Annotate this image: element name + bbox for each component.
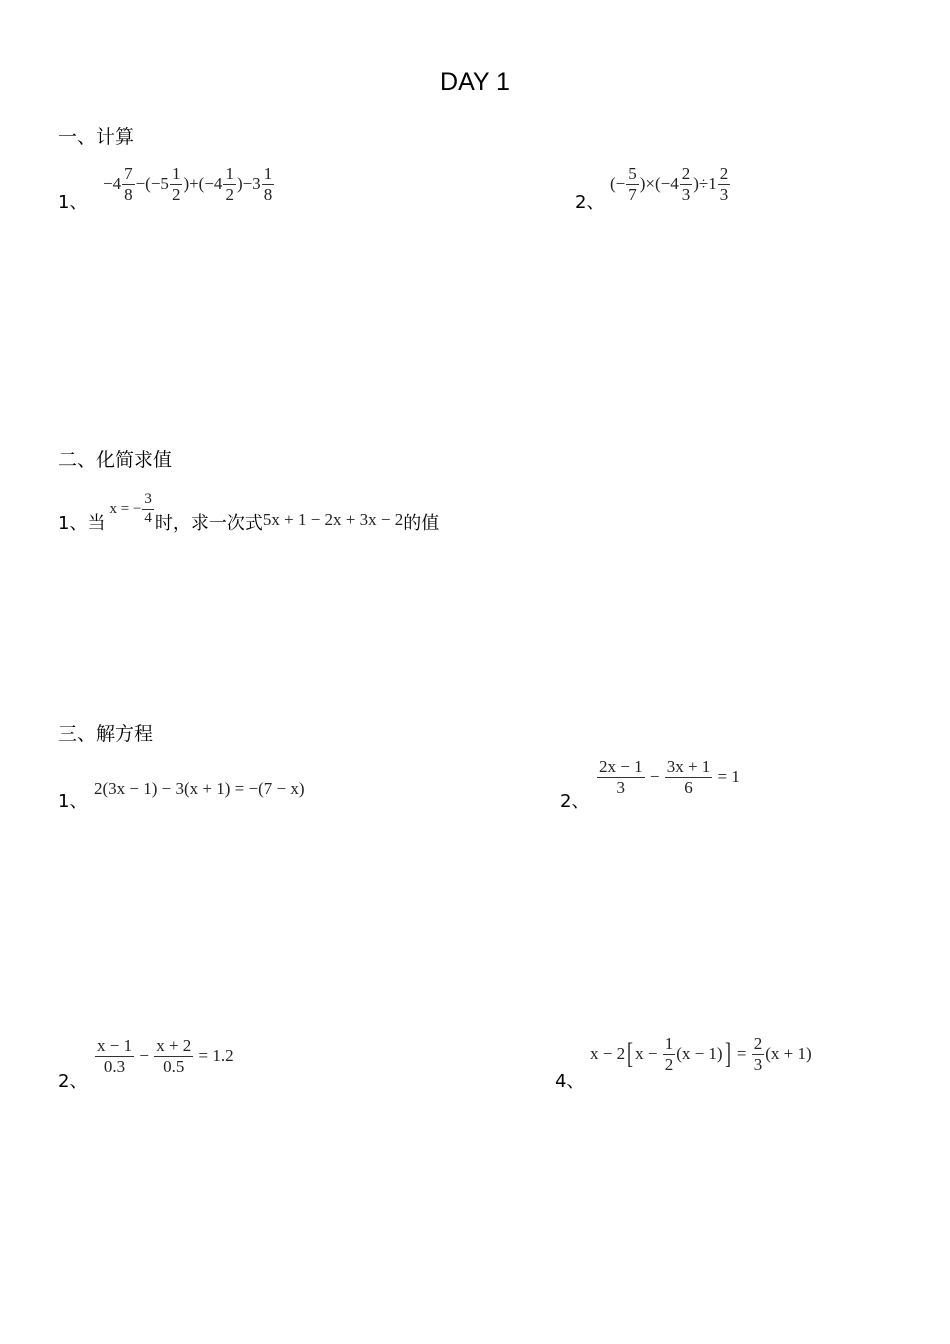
fraction: [142, 491, 154, 527]
denominator: 3: [719, 184, 729, 204]
numerator: 2: [753, 1034, 763, 1053]
numerator: 2: [719, 164, 729, 183]
math-text: x = −: [109, 500, 142, 517]
fraction: [223, 164, 236, 204]
formula: [103, 164, 275, 204]
problem-label: 1、: [58, 791, 88, 812]
fraction: [95, 1036, 134, 1076]
fraction: [752, 1034, 765, 1074]
bracket: [: [627, 1037, 634, 1071]
fraction: [665, 757, 713, 797]
denominator: 8: [124, 184, 133, 204]
fraction: [680, 164, 693, 204]
denominator: 2: [171, 184, 181, 204]
page-title: DAY 1: [440, 68, 510, 96]
fraction: [597, 757, 645, 797]
problem-text-pre: 当: [87, 513, 106, 534]
problem-label: 4、: [555, 1071, 585, 1092]
numerator: 3x + 1: [666, 757, 711, 776]
denominator: 0.5: [163, 1056, 185, 1076]
denominator: 2: [664, 1054, 674, 1074]
problem-label: 2、: [575, 192, 605, 213]
section-heading-simplify: 二、化简求值: [58, 449, 173, 471]
math-text: (x − 1): [676, 1044, 723, 1064]
fraction: [718, 164, 731, 204]
formula: [610, 164, 731, 204]
fraction: [262, 164, 275, 204]
denominator: 3: [753, 1054, 763, 1074]
section-heading-calculate: 一、计算: [58, 126, 135, 148]
numerator: 3: [142, 491, 154, 509]
fraction: [626, 164, 639, 204]
math-text: −: [645, 767, 664, 787]
problem-text-mid: 时，求一次式: [154, 513, 263, 534]
problem-label: 1、: [58, 513, 88, 534]
numerator: 7: [124, 164, 133, 183]
math-text: (−: [610, 174, 626, 194]
problem-text-post: 的值: [403, 513, 440, 534]
numerator: 5: [628, 164, 637, 183]
numerator: 1: [225, 164, 234, 183]
math-text: −4: [103, 174, 122, 194]
fraction: [122, 164, 135, 204]
numerator: x − 1: [97, 1036, 133, 1055]
math-text: x −: [635, 1044, 662, 1064]
formula: [109, 491, 154, 527]
denominator: 0.3: [103, 1056, 126, 1076]
math-text: x − 2: [590, 1044, 626, 1064]
numerator: 2x − 1: [599, 757, 643, 776]
numerator: 1: [171, 164, 181, 183]
numerator: 1: [664, 1034, 674, 1053]
math-text: (x + 1): [765, 1044, 812, 1064]
formula: [596, 757, 740, 797]
numerator: 1: [263, 164, 273, 183]
denominator: 3: [681, 184, 691, 204]
math-text: )+(−4: [183, 174, 223, 194]
math-text: )×(−4: [639, 174, 679, 194]
numerator: x + 2: [156, 1036, 192, 1055]
denominator: 7: [628, 184, 637, 204]
denominator: 3: [616, 777, 626, 797]
math-text: )−3: [236, 174, 261, 194]
expression: 5x + 1 − 2x + 3x − 2: [262, 510, 404, 529]
denominator: 6: [684, 777, 693, 797]
simplify-problem: [58, 483, 439, 535]
denominator: 2: [225, 184, 234, 204]
math-text: −(−5: [135, 174, 169, 194]
denominator: 4: [144, 509, 152, 526]
math-text: )÷1: [693, 174, 717, 194]
fraction: [663, 1034, 676, 1074]
problem-label: 1、: [58, 192, 88, 213]
fraction: [170, 164, 183, 204]
math-text: = 1: [713, 767, 740, 787]
problem-label: 2、: [58, 1071, 88, 1092]
math-text: = 1.2: [194, 1046, 234, 1066]
formula: [94, 1036, 234, 1076]
math-text: 2(3x − 1) − 3(x + 1) = −(7 − x): [94, 779, 305, 798]
problem-label: 2、: [560, 791, 590, 812]
math-text: =: [732, 1044, 751, 1064]
section-heading-equations: 三、解方程: [58, 723, 154, 745]
math-text: −: [135, 1046, 154, 1066]
fraction: [154, 1036, 193, 1076]
formula: [94, 779, 305, 799]
formula: [590, 1034, 812, 1074]
numerator: 2: [681, 164, 691, 183]
bracket: ]: [724, 1037, 731, 1071]
denominator: 8: [263, 184, 273, 204]
